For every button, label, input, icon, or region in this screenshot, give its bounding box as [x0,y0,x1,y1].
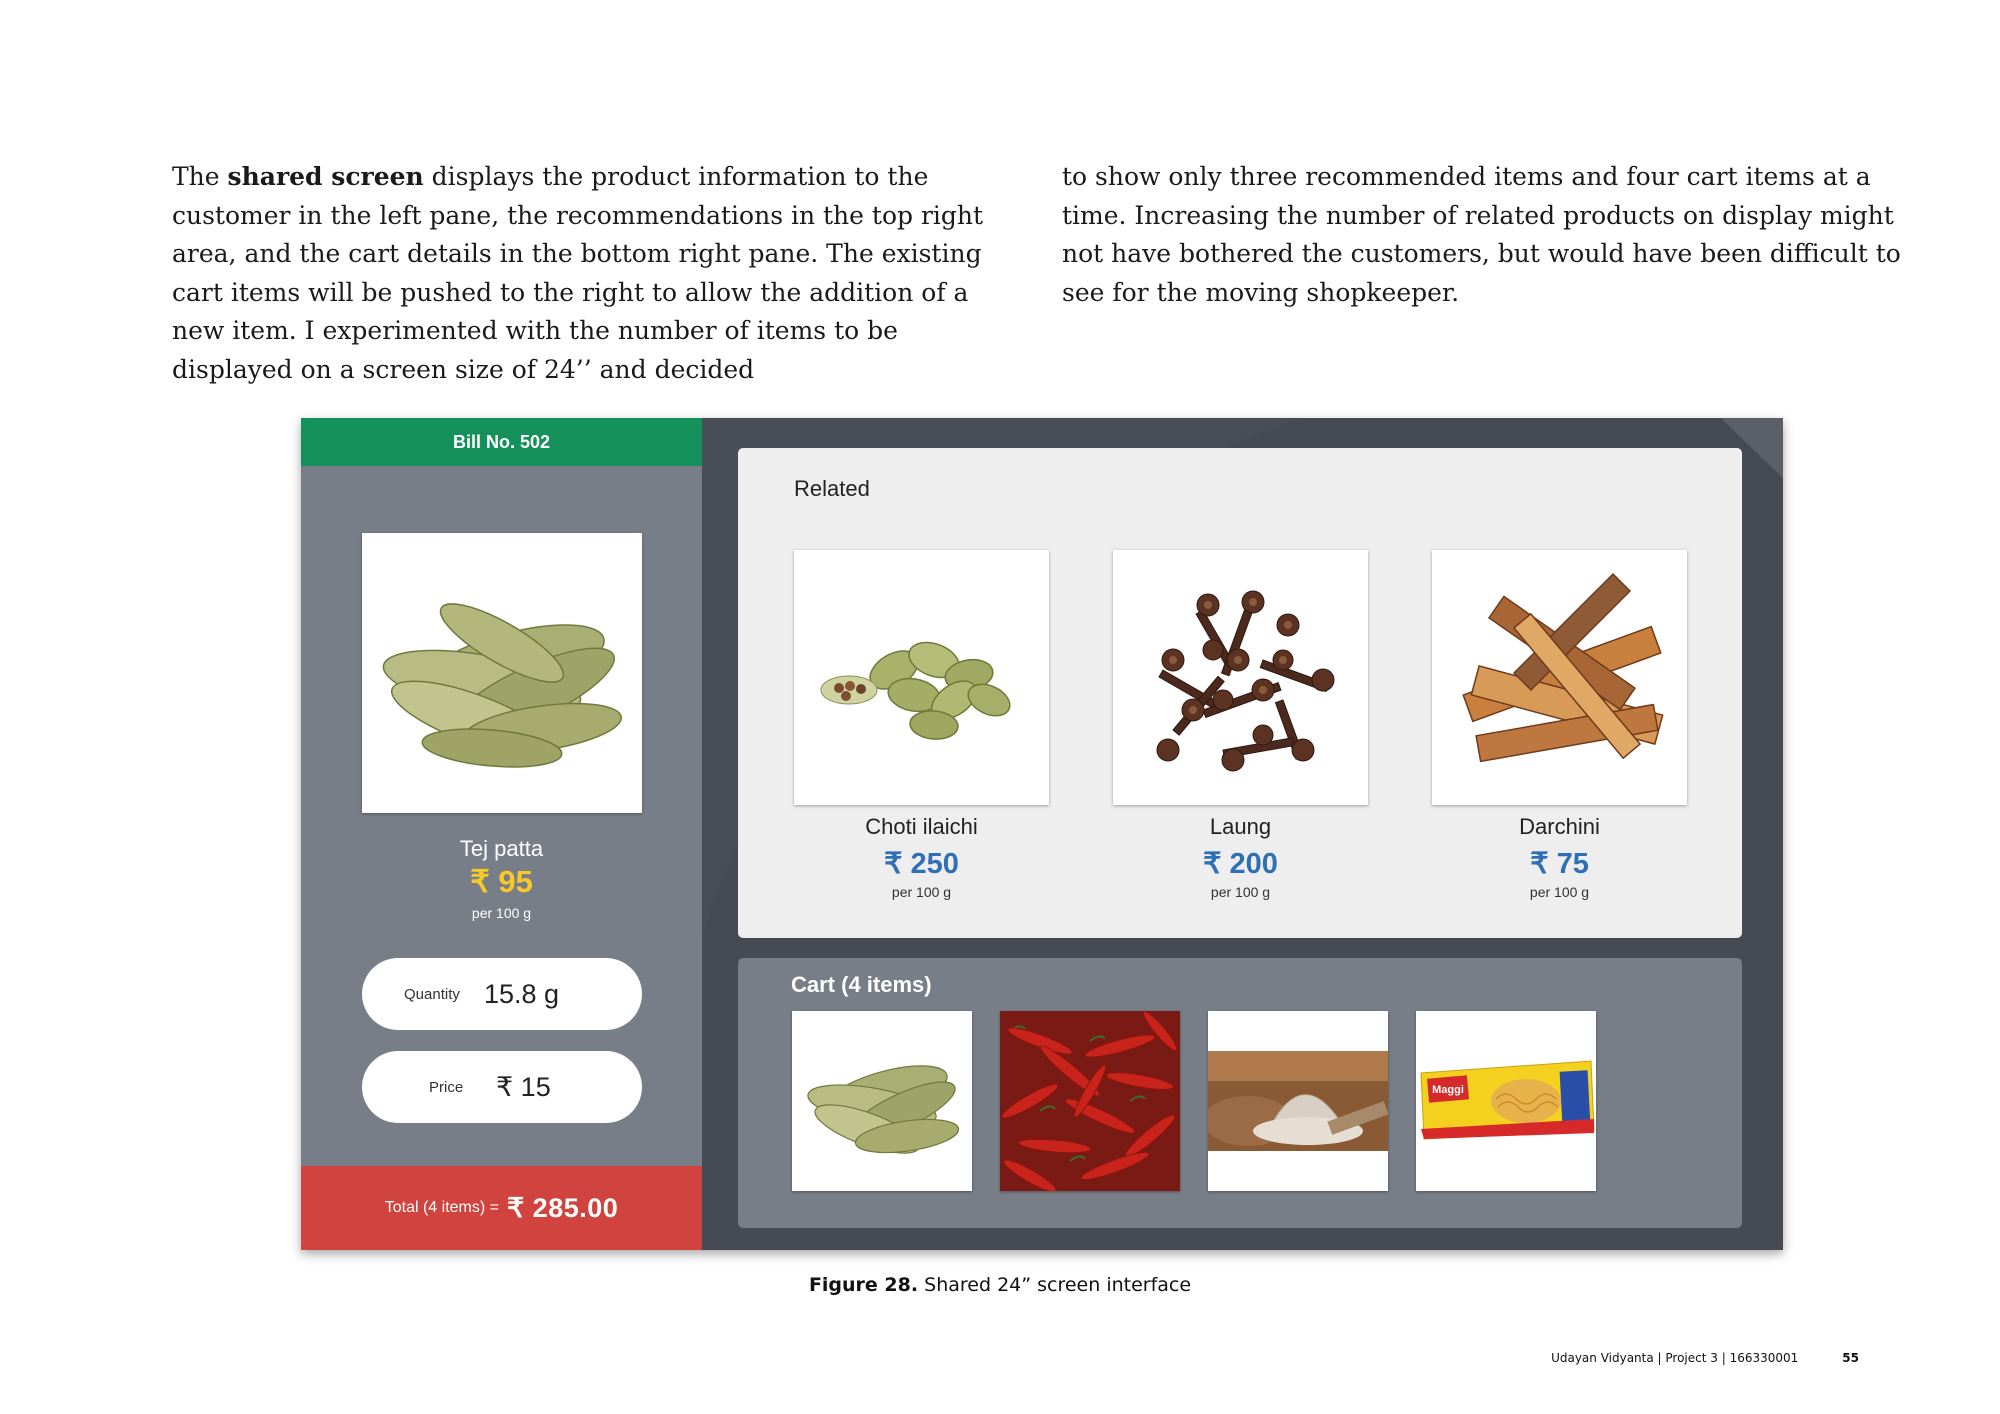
related-price: ₹ 200 [1203,848,1278,880]
body-text-right: to show only three recommended items and four cart items at a time. Increasing the number of related products on display might not have bothered the customers, but would have been difficult to see for the moving shopkeeper. [1062,162,1901,307]
related-unit: per 100 g [1529,884,1590,900]
product-name: Tej patta [459,836,544,861]
price-value: ₹ 15 [496,1071,551,1102]
product-pane [301,418,702,1250]
total-label: Total (4 items) = [384,1199,499,1216]
related-price: ₹ 75 [1530,848,1589,880]
cardamom-image[interactable] [794,550,1049,805]
related-name: Laung [1209,814,1272,839]
total-bar [301,1166,702,1250]
related-unit: per 100 g [891,884,952,900]
product-price: ₹ 95 [470,864,533,899]
total-value: ₹ 285.00 [507,1192,619,1223]
figure-caption: Figure 28. Shared 24” screen interface [808,1274,1192,1296]
related-price: ₹ 250 [884,848,959,880]
footer-text: Udayan Vidyanta | Project 3 | 166330001 [1551,1351,1799,1365]
noodles-brand-text: Maggi [1432,1084,1464,1096]
emphasis-shared-screen: shared screen [227,162,424,191]
shared-screen-mockup [301,418,1783,1250]
price-label: Price [429,1078,464,1096]
related-name: Darchini [1519,814,1600,839]
bay-leaves-image [362,533,642,813]
related-name: Choti ilaichi [865,814,978,839]
bay-leaves-image[interactable] [792,1011,972,1191]
quantity-label: Quantity [404,985,460,1003]
related-title: Related [794,476,870,501]
cart-panel [738,958,1742,1228]
red-chillies-image[interactable] [1000,1011,1180,1191]
bill-number: Bill No. 502 [301,418,702,466]
price-display [362,1051,642,1123]
noodles-pack-image[interactable] [1416,1011,1596,1191]
flour-image[interactable] [1208,1011,1388,1191]
cinnamon-image[interactable] [1432,550,1687,805]
product-unit: per 100 g [471,905,532,921]
related-unit: per 100 g [1210,884,1271,900]
page-footer [1551,1351,1859,1365]
related-panel [738,448,1742,938]
body-text-left: The shared screen displays the product information to the customer in the left pane, the recommendations in the top right area, and the cart details in the bottom right pane. The existing cart items will be pushed to the right to allow the addition of a new item. I experimented with the number of items to be displayed on a screen size of 24’’ and decided [172,162,984,384]
quantity-display [362,958,642,1030]
quantity-value: 15.8 g [484,978,560,1009]
cart-title: Cart (4 items) [791,972,932,997]
cloves-image[interactable] [1113,550,1368,805]
page-number: 55 [1842,1351,1859,1365]
